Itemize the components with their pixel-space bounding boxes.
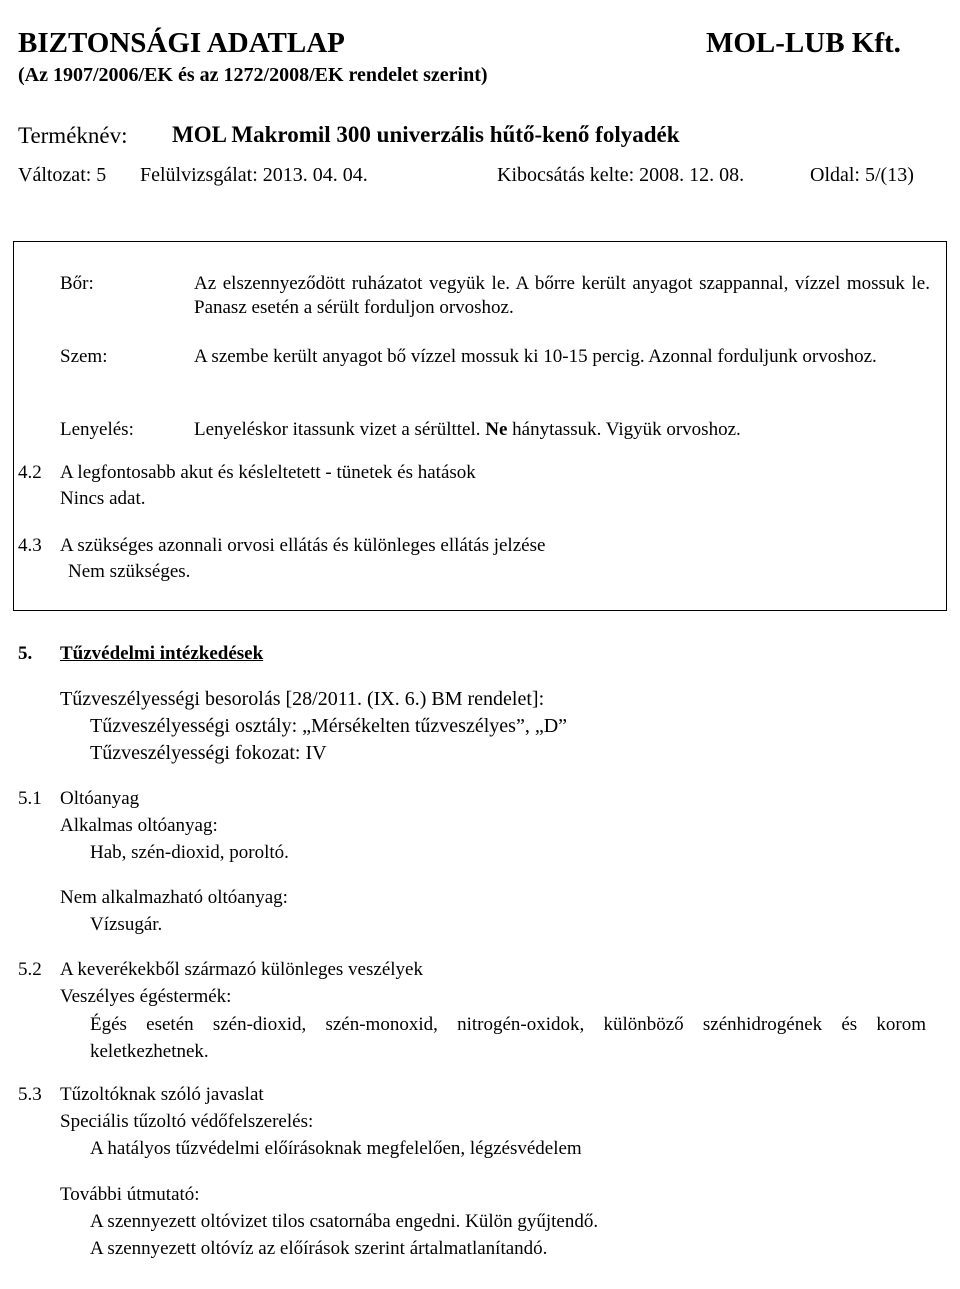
fire-class: Tűzveszélyességi osztály: „Mérsékelten tűzveszélyes”, „D” — [90, 715, 568, 737]
product-name: MOL Makromil 300 univerzális hűtő-kenő folyadék — [172, 122, 680, 147]
eye-text: A szembe került anyagot bő vízzel mossuk ki 10-15 percig. Azonnal forduljunk orvoshoz. — [194, 346, 877, 367]
ingestion-emphasis: Ne — [485, 419, 508, 440]
skin-label: Bőr: — [60, 273, 94, 294]
protective-equipment-label: Speciális tűzoltó védőfelszerelés: — [60, 1111, 314, 1132]
box-bottom-border — [13, 610, 947, 611]
protective-equipment-text: A hatályos tűzvédelmi előírásoknak megfelelően, légzésvédelem — [90, 1138, 582, 1159]
company-name: MOL-LUB Kft. — [706, 27, 901, 59]
further-guidance-line-1: A szennyezett oltóvizet tilos csatornába engedni. Külön gyűjtendő. — [90, 1211, 599, 1232]
section-4-3-number: 4.3 — [18, 535, 42, 556]
section-4-2-title: A legfontosabb akut és késleltetett - tünetek és hatások — [60, 462, 476, 483]
section-4-3-text: Nem szükséges. — [68, 561, 191, 582]
combustion-products-label: Veszélyes égéstermék: — [60, 986, 232, 1007]
section-5-2-number: 5.2 — [18, 959, 42, 980]
suitable-media-text: Hab, szén-dioxid, poroltó. — [90, 842, 289, 863]
regulation-reference: (Az 1907/2006/EK és az 1272/2008/EK rendelet szerint) — [18, 64, 488, 86]
ingestion-text-start: Lenyeléskor itassunk vizet a sérülttel. — [194, 419, 486, 440]
ingestion-text-end: hánytassuk. Vigyük orvoshoz. — [507, 419, 741, 440]
section-4-2-number: 4.2 — [18, 462, 42, 483]
ingestion-label: Lenyelés: — [60, 419, 134, 440]
section-5-3-title: Tűzoltóknak szóló javaslat — [60, 1084, 264, 1105]
section-5-title: Tűzvédelmi intézkedések — [60, 643, 264, 664]
suitable-media-label: Alkalmas oltóanyag: — [60, 815, 218, 836]
further-guidance-line-2: A szennyezett oltóvíz az előírások szerint ártalmatlanítandó. — [90, 1238, 548, 1259]
version: Változat: 5 — [18, 164, 107, 186]
page-number: Oldal: 5/(13) — [810, 164, 914, 186]
section-5-3-number: 5.3 — [18, 1084, 42, 1105]
section-4-3-title: A szükséges azonnali orvosi ellátás és különleges ellátás jelzése — [60, 535, 546, 556]
eye-label: Szem: — [60, 346, 108, 367]
document-title: BIZTONSÁGI ADATLAP — [18, 27, 345, 59]
issue-date: Kibocsátás kelte: 2008. 12. 08. — [497, 164, 745, 186]
skin-text: Az elszennyeződött ruházatot vegyük le. A bőrre került anyagot szappannal, vízzel mossuk le. Panasz esetén a sérült forduljon orvoshoz. — [194, 273, 930, 318]
box-top-border — [13, 241, 947, 242]
section-5-1-title: Oltóanyag — [60, 788, 140, 809]
unsuitable-media-text: Vízsugár. — [90, 914, 163, 935]
combustion-products-text: Égés esetén szén-dioxid, szén-monoxid, nitrogén-oxidok, különböző szénhidrogének és korom keletkezhetnek. — [90, 1014, 926, 1062]
fire-classification: Tűzveszélyességi besorolás [28/2011. (IX. 6.) BM rendelet]: — [60, 688, 545, 710]
section-4-2-text: Nincs adat. — [60, 488, 146, 509]
section-5-2-title: A keverékekből származó különleges veszélyek — [60, 959, 423, 980]
ingestion-text — [194, 418, 741, 442]
box-left-border — [13, 242, 14, 610]
section-5-1-number: 5.1 — [18, 788, 42, 809]
revision-date: Felülvizsgálat: 2013. 04. 04. — [140, 164, 368, 186]
unsuitable-media-label: Nem alkalmazható oltóanyag: — [60, 887, 288, 908]
box-right-border — [946, 242, 947, 610]
product-label: Terméknév: — [18, 123, 128, 148]
fire-degree: Tűzveszélyességi fokozat: IV — [90, 742, 327, 764]
section-5-number: 5. — [18, 643, 33, 664]
further-guidance-label: További útmutató: — [60, 1184, 200, 1205]
